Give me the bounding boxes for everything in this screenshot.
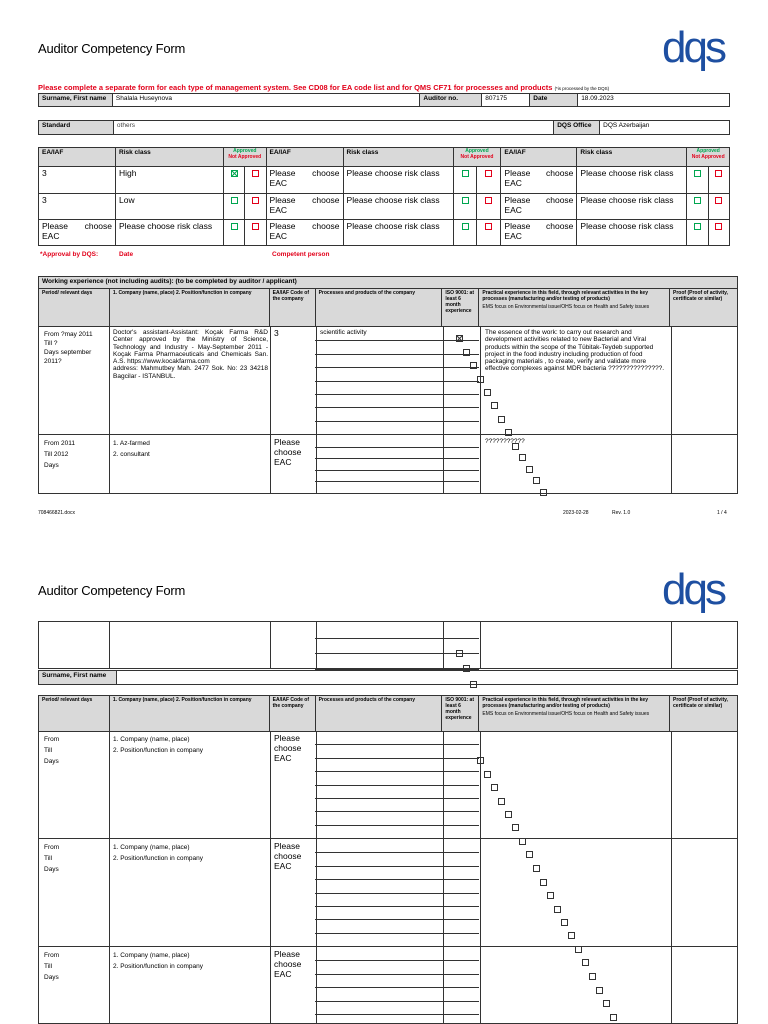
process-row-divider — [315, 367, 479, 368]
not-approved-checkbox[interactable] — [715, 197, 722, 204]
process-row-divider — [315, 447, 479, 448]
period-till[interactable]: Till — [44, 855, 53, 862]
ea-header-3: EA/IAF — [501, 148, 577, 167]
iso-checkbox[interactable] — [589, 973, 596, 980]
ea-code[interactable]: Please choose EAC — [274, 437, 302, 467]
period-from[interactable]: From — [44, 844, 60, 851]
process-row-divider — [315, 906, 479, 907]
practical-text[interactable]: The essence of the work: to carry out research and development activities related to new Bacterial and Viral products within the scope of the Tübitak-Teydeb supported project in the food industry including production of food packaging materials , to create, verify and validate more effective complexes against MDR bacteria ???????????????. — [485, 329, 665, 373]
process-row-divider — [315, 987, 479, 988]
process-row-divider — [315, 785, 479, 786]
iso-checkbox[interactable] — [603, 1000, 610, 1007]
approved-checkbox[interactable] — [462, 223, 469, 230]
iso-checkbox[interactable] — [554, 906, 561, 913]
approved-label: Approved — [696, 148, 720, 154]
work-experience-table — [38, 276, 738, 327]
col-iso: ISO 9001: at least 6 month experience — [442, 289, 479, 327]
iso-checkbox[interactable] — [540, 489, 547, 496]
ea-header-2: EA/IAF — [266, 148, 343, 167]
risk-class-field[interactable]: Please choose risk class — [343, 220, 453, 246]
page2-title: Auditor Competency Form — [38, 583, 186, 598]
period-from[interactable]: From 2011 — [44, 440, 75, 447]
iso-checkbox[interactable] — [484, 389, 491, 396]
ea-code-field[interactable]: Please choose EAC — [39, 220, 116, 246]
col-practical: Practical experience in this field, through relevant activities in the key processes (manufacturing and/or testing of products) — [482, 697, 648, 709]
dqs-office-field[interactable]: DQS Azerbaijan — [600, 121, 730, 135]
approved-label: Approved — [465, 148, 489, 154]
p2-surname-table — [38, 670, 738, 685]
iso-checkbox[interactable] — [512, 824, 519, 831]
period-till[interactable]: Till 2012 — [44, 451, 69, 458]
process-row-divider — [315, 669, 479, 670]
ea-code-field[interactable]: Please choose EAC — [501, 220, 577, 246]
identity-table — [38, 93, 730, 107]
iso-checkbox[interactable] — [498, 416, 505, 423]
col-ea: EA/IAF Code of the company — [269, 289, 315, 327]
risk-class-field[interactable]: Please choose risk class — [343, 167, 453, 194]
company-description: Doctor's assistant-Assistant: Koçak Farma R&D Center approved by the Ministry of Science, Technology and Industry - May-September 2011 - Koçak Farma Pharmaceuticals and Chemicals San. A.S. https://www.kocakfarma.com — [113, 329, 268, 366]
iso-checkbox[interactable] — [491, 402, 498, 409]
col-company: 1. Company (name, place) 2. Position/function in company — [109, 289, 269, 327]
process-text[interactable]: scientific activity — [320, 329, 367, 336]
not-approved-checkbox[interactable] — [485, 170, 492, 177]
period-days[interactable]: Days — [44, 974, 59, 981]
company-position[interactable]: 2. Position/function in company — [113, 855, 203, 862]
iso-checkbox[interactable] — [505, 811, 512, 818]
iso-checkbox[interactable] — [568, 932, 575, 939]
ea-row — [39, 220, 730, 246]
risk-class-field[interactable]: Please choose risk class — [116, 220, 224, 246]
process-row-divider — [315, 653, 479, 654]
date-label: Date — [530, 94, 578, 107]
footer-doc: 708466821.docx — [38, 510, 75, 516]
iso-checkbox[interactable] — [484, 771, 491, 778]
ea-row — [39, 194, 730, 220]
process-row-divider — [315, 1014, 479, 1015]
company-name[interactable]: 1. Company (name, place) — [113, 952, 190, 959]
risk-header-2: Risk class — [343, 148, 453, 167]
standard-field[interactable]: others — [113, 121, 553, 135]
work-experience-title: Working experience (not including audits): (to be completed by auditor / applicant) — [39, 277, 738, 289]
period-from[interactable]: From ?may 2011 — [44, 331, 93, 338]
risk-class-field[interactable]: Low — [116, 194, 224, 220]
ea-code[interactable]: Please choose EAC — [274, 733, 302, 763]
col-practical-sub: EMS focus on Environmental issue/OHS focus on Health and Safety issues — [482, 711, 650, 717]
company-name[interactable]: 1. Az-farmed — [113, 440, 150, 447]
col-practical: Practical experience in this field, through relevant activities in the key processes (manufacturing and/or testing of products) — [482, 290, 648, 302]
approval-label: *Approval by DQS: — [40, 251, 99, 258]
p2-header-table — [38, 695, 738, 732]
process-row-divider — [315, 434, 479, 435]
col-period: Period/ relevant days — [39, 696, 110, 732]
iso-checkbox[interactable] — [533, 477, 540, 484]
ea-table — [38, 147, 730, 246]
col-proof: Proof (Proof of activity, certificate or similar) — [670, 289, 738, 327]
risk-class-field[interactable]: High — [116, 167, 224, 194]
company-position[interactable]: 2. consultant — [113, 451, 150, 458]
ea-row — [39, 167, 730, 194]
company-name[interactable]: 1. Company (name, place) — [113, 736, 190, 743]
period-from[interactable]: From — [44, 736, 60, 743]
process-row-divider — [315, 340, 479, 341]
approved-checkbox[interactable] — [231, 170, 238, 177]
ea-code-field[interactable]: 3 — [39, 194, 116, 220]
iso-checkbox[interactable] — [540, 879, 547, 886]
approved-checkbox[interactable] — [462, 197, 469, 204]
approved-checkbox[interactable] — [694, 170, 701, 177]
date-field[interactable]: 18.09.2023 — [578, 94, 730, 107]
approved-label: Approved — [233, 148, 257, 154]
iso-checkbox[interactable] — [463, 349, 470, 356]
iso-checkbox[interactable] — [470, 681, 477, 688]
col-iso: ISO 9001: at least 6 month experience — [442, 696, 479, 732]
page-title: Auditor Competency Form — [38, 41, 186, 56]
company-position[interactable]: 2. Position/function in company — [113, 963, 203, 970]
col-period: Period/ relevant days — [39, 289, 110, 327]
process-row-divider — [315, 493, 479, 494]
company-text[interactable] — [113, 329, 268, 380]
period-till[interactable]: Till — [44, 963, 53, 970]
approved-checkbox[interactable] — [231, 197, 238, 204]
col-company: 1. Company (name, place) 2. Position/function in company — [109, 696, 269, 732]
process-row-divider — [315, 394, 479, 395]
auditor-no-label: Auditor no. — [420, 94, 482, 107]
approval-date-label: Date — [119, 251, 134, 258]
not-approved-checkbox[interactable] — [252, 170, 259, 177]
process-row-divider — [315, 893, 479, 894]
standard-table — [38, 120, 730, 135]
not-approved-checkbox[interactable] — [715, 170, 722, 177]
process-row-divider — [315, 771, 479, 772]
practical-text[interactable]: ??????????? — [485, 438, 525, 445]
col-processes: Processes and products of the company — [315, 696, 442, 732]
not-approved-checkbox[interactable] — [715, 223, 722, 230]
process-row-divider — [315, 811, 479, 812]
process-row-divider — [315, 458, 479, 459]
process-row-divider — [315, 933, 479, 934]
ea-code[interactable]: Please choose EAC — [274, 841, 302, 871]
surname-label: Surname, First name — [39, 94, 113, 107]
process-row-divider — [315, 744, 479, 745]
process-row-divider — [315, 758, 479, 759]
risk-header-3: Risk class — [577, 148, 687, 167]
not-approved-checkbox[interactable] — [485, 223, 492, 230]
col-proof: Proof (Proof of activity, certificate or similar) — [670, 696, 738, 732]
process-row-divider — [315, 407, 479, 408]
ea-code-field[interactable]: Please choose EAC — [501, 194, 577, 220]
iso-checkbox[interactable] — [470, 362, 477, 369]
dqs-office-label: DQS Office — [554, 121, 600, 135]
surname-label: Surname, First name — [39, 671, 117, 685]
ea-code-field[interactable]: Please choose EAC — [266, 194, 343, 220]
process-row-divider — [315, 481, 479, 482]
work-entry-2 — [38, 434, 738, 494]
iso-checkbox[interactable] — [561, 919, 568, 926]
period-from[interactable]: From — [44, 952, 60, 959]
ea-header-1: EA/IAF — [39, 148, 116, 167]
ea-code[interactable]: 3 — [274, 328, 279, 338]
process-row-divider — [315, 866, 479, 867]
process-row-divider — [315, 470, 479, 471]
process-row-divider — [315, 354, 479, 355]
ea-code-field[interactable]: 3 — [39, 167, 116, 194]
iso-checkbox[interactable] — [596, 987, 603, 994]
iso-checkbox[interactable] — [610, 1014, 617, 1021]
period-days[interactable]: Days — [44, 758, 59, 765]
risk-header-1: Risk class — [116, 148, 224, 167]
company-position[interactable]: 2. Position/function in company — [113, 747, 203, 754]
approved-checkbox[interactable] — [694, 223, 701, 230]
surname-field[interactable] — [117, 671, 738, 685]
not-approved-checkbox[interactable] — [485, 197, 492, 204]
iso-checkbox[interactable] — [512, 443, 519, 450]
company-address: address: Mahmutbey Mah. 2477 Sok. No: 23 34218 Bagcilar - ISTANBUL. — [113, 365, 268, 380]
process-row-divider — [315, 852, 479, 853]
ea-code-field[interactable]: Please choose EAC — [266, 167, 343, 194]
not-approved-checkbox[interactable] — [252, 223, 259, 230]
period-days[interactable]: Days — [44, 462, 59, 469]
process-row-divider — [315, 421, 479, 422]
standard-label: Standard — [39, 121, 114, 135]
col-ea: EA/IAF Code of the company — [269, 696, 315, 732]
continued-entry — [38, 621, 738, 669]
iso-checkbox[interactable] — [519, 454, 526, 461]
process-row-divider — [315, 919, 479, 920]
competent-person-label: Competent person — [272, 251, 330, 258]
process-row-divider — [315, 798, 479, 799]
approved-checkbox[interactable] — [462, 170, 469, 177]
process-row-divider — [315, 825, 479, 826]
iso-checkbox[interactable] — [491, 784, 498, 791]
notice-text: Please complete a separate form for each type of management system. See CD08 for EA code list and for QMS CF71 for processes and products (*is processed by the DQS) — [38, 83, 610, 92]
process-row-divider — [315, 974, 479, 975]
period-till[interactable]: Till ? — [44, 340, 58, 347]
footer-rev: Rev. 1.0 — [612, 510, 631, 516]
risk-class-field[interactable]: Please choose risk class — [577, 167, 687, 194]
risk-class-field[interactable]: Please choose risk class — [577, 220, 687, 246]
iso-checkbox[interactable] — [505, 429, 512, 436]
footer-page: 1 / 4 — [717, 510, 727, 516]
approved-checkbox[interactable] — [694, 197, 701, 204]
dqs-logo: dqs — [662, 565, 724, 614]
iso-checkbox[interactable] — [526, 466, 533, 473]
iso-checkbox[interactable] — [533, 865, 540, 872]
col-practical-sub: EMS focus on Environmental issue/OHS focus on Health and Safety issues — [482, 304, 650, 310]
work-entry-blank — [38, 947, 738, 1024]
not-approved-label: Not Approved — [691, 154, 725, 160]
iso-checkbox[interactable] — [456, 335, 463, 342]
not-approved-checkbox[interactable] — [252, 197, 259, 204]
process-row-divider — [315, 638, 479, 639]
process-row-divider — [315, 879, 479, 880]
risk-class-field[interactable]: Please choose risk class — [577, 194, 687, 220]
period-days[interactable]: Days september 2011? — [44, 349, 92, 365]
period-till[interactable]: Till — [44, 747, 53, 754]
not-approved-label: Not Approved — [228, 154, 262, 160]
company-name[interactable]: 1. Company (name, place) — [113, 844, 190, 851]
not-approved-label: Not Approved — [460, 154, 494, 160]
approved-checkbox[interactable] — [231, 223, 238, 230]
ea-code-field[interactable]: Please choose EAC — [501, 167, 577, 194]
ea-code-field[interactable]: Please choose EAC — [266, 220, 343, 246]
process-row-divider — [315, 1001, 479, 1002]
iso-checkbox[interactable] — [498, 798, 505, 805]
period-days[interactable]: Days — [44, 866, 59, 873]
process-row-divider — [315, 960, 479, 961]
iso-checkbox[interactable] — [477, 376, 484, 383]
dqs-logo: dqs — [662, 23, 724, 72]
col-processes: Processes and products of the company — [315, 289, 442, 327]
process-row-divider — [315, 381, 479, 382]
surname-field[interactable]: Shalala Huseynova — [112, 94, 419, 107]
iso-checkbox[interactable] — [547, 892, 554, 899]
risk-class-field[interactable]: Please choose risk class — [343, 194, 453, 220]
ea-code[interactable]: Please choose EAC — [274, 949, 302, 979]
footer-date: 2023-02-28 — [563, 510, 589, 516]
auditor-no-field[interactable]: 807175 — [482, 94, 530, 107]
